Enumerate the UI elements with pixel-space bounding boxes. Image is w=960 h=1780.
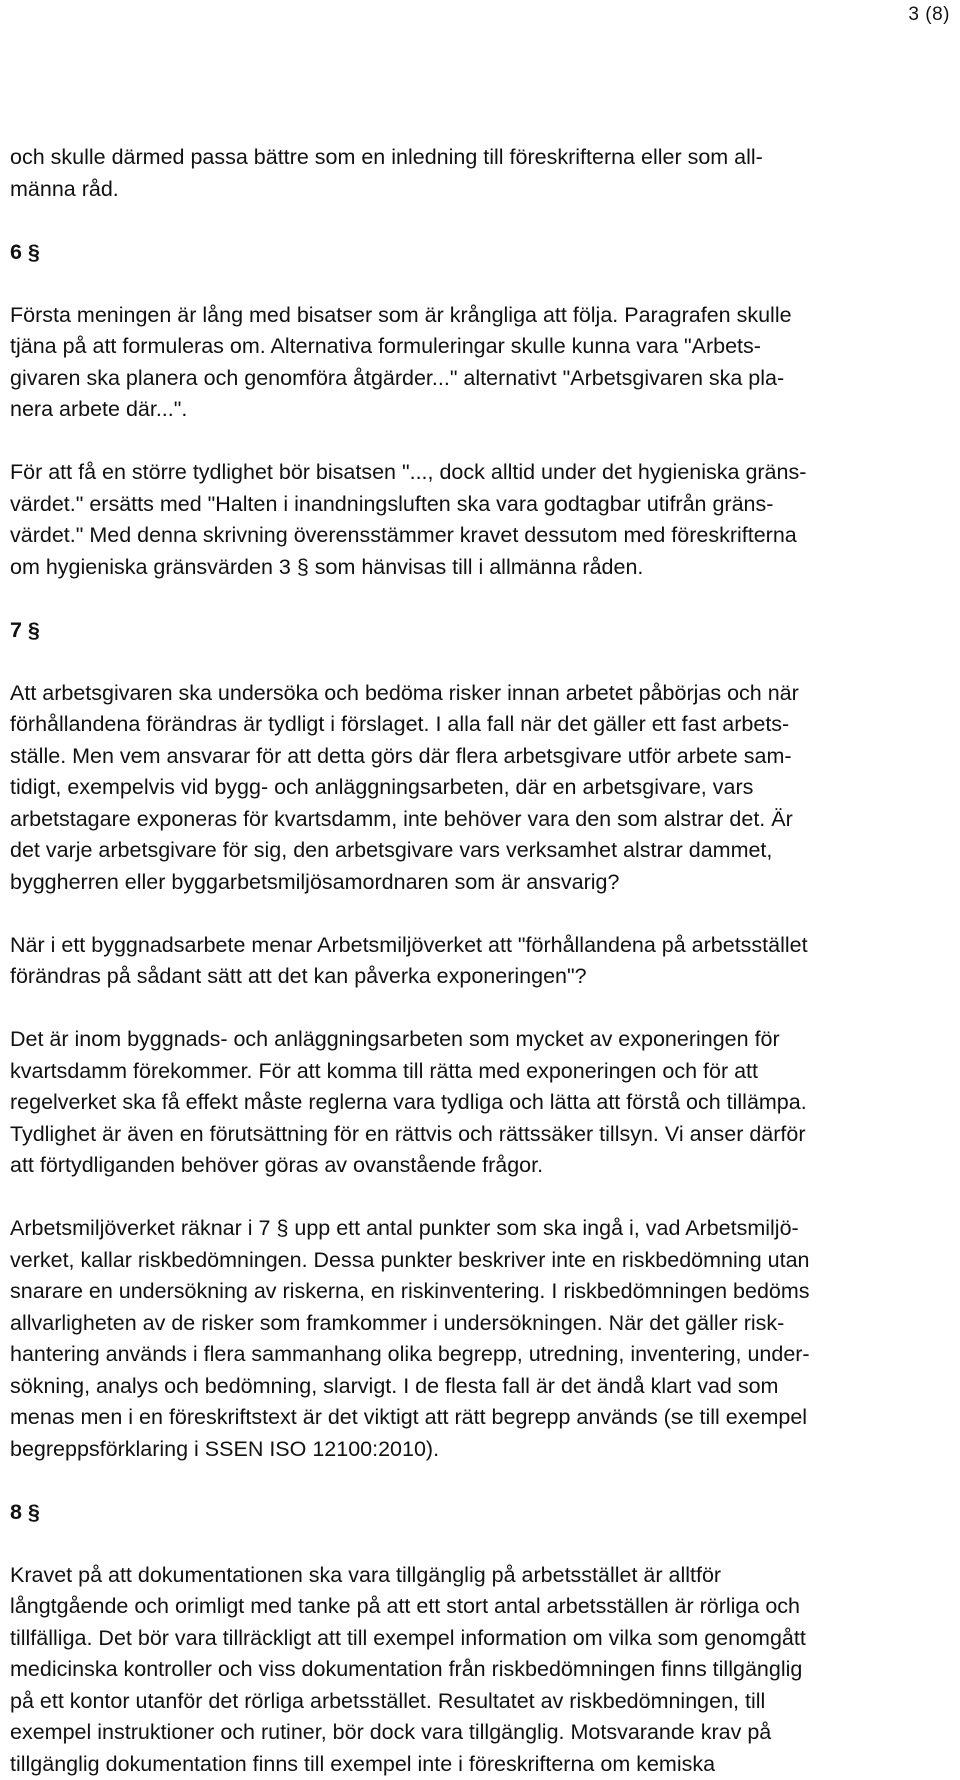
text-line: att förtydliganden behöver göras av ovanstående frågor. bbox=[10, 1150, 910, 1182]
paragraph bbox=[10, 1560, 910, 1780]
text-line: Kravet på att dokumentationen ska vara tillgänglig på arbetsstället är alltför bbox=[10, 1560, 910, 1592]
text-line: värdet." ersätts med "Halten i inandningsluften ska vara godtagbar utifrån gräns- bbox=[10, 489, 910, 521]
text-line: snarare en undersökning av riskerna, en riskinventering. I riskbedömningen bedöms bbox=[10, 1276, 910, 1308]
text-line: För att få en större tydlighet bör bisatsen "..., dock alltid under det hygieniska gräns- bbox=[10, 457, 910, 489]
text-line: hantering används i flera sammanhang olika begrepp, utredning, inventering, under- bbox=[10, 1339, 910, 1371]
text-line: regelverket ska få effekt måste reglerna vara tydliga och lätta att förstå och tillämpa. bbox=[10, 1087, 910, 1119]
text-line: tillgänglig dokumentation finns till exempel inte i föreskrifterna om kemiska bbox=[10, 1749, 910, 1780]
text-line: tjäna på att formuleras om. Alternativa formuleringar skulle kunna vara "Arbets- bbox=[10, 331, 910, 363]
text-line: Att arbetsgivaren ska undersöka och bedöma risker innan arbetet påbörjas och när bbox=[10, 678, 910, 710]
paragraph bbox=[10, 300, 910, 426]
page-number: 3 (8) bbox=[908, 4, 950, 26]
text-line: kvartsdamm förekommer. För att komma till rätta med exponeringen och för att bbox=[10, 1056, 910, 1088]
text-line: Arbetsmiljöverket räknar i 7 § upp ett antal punkter som ska ingå i, vad Arbetsmiljö- bbox=[10, 1213, 910, 1245]
paragraph bbox=[10, 678, 910, 899]
text-line: långtgående och orimligt med tanke på att ett stort antal arbetsställen är rörliga och bbox=[10, 1591, 910, 1623]
text-line: Tydlighet är även en förutsättning för en rättvis och rättssäker tillsyn. Vi anser därför bbox=[10, 1119, 910, 1151]
text-line: förhållandena förändras är tydligt i förslaget. I alla fall när det gäller ett fast arbets- bbox=[10, 709, 910, 741]
text-line: nera arbete där...". bbox=[10, 394, 910, 426]
text-line: på ett kontor utanför det rörliga arbetsstället. Resultatet av riskbedömningen, till bbox=[10, 1686, 910, 1718]
text-line: arbetstagare exponeras för kvartsdamm, inte behöver vara den som alstrar det. Är bbox=[10, 804, 910, 836]
paragraph bbox=[10, 1213, 910, 1465]
text-line: allvarligheten av de risker som framkommer i undersökningen. När det gäller risk- bbox=[10, 1308, 910, 1340]
text-line: exempel instruktioner och rutiner, bör dock vara tillgänglig. Motsvarande krav på bbox=[10, 1717, 910, 1749]
paragraph bbox=[10, 1024, 910, 1182]
section-heading: 7 § bbox=[10, 615, 910, 647]
section-heading: 6 § bbox=[10, 237, 910, 269]
text-line: tillfälliga. Det bör vara tillräckligt att till exempel information om vilka som genomgått bbox=[10, 1623, 910, 1655]
text-line: och skulle därmed passa bättre som en inledning till föreskrifterna eller som all- bbox=[10, 142, 910, 174]
text-line: sökning, analys och bedömning, slarvigt. I de flesta fall är det ändå klart vad som bbox=[10, 1371, 910, 1403]
text-line: Första meningen är lång med bisatser som är krångliga att följa. Paragrafen skulle bbox=[10, 300, 910, 332]
text-line: om hygieniska gränsvärden 3 § som hänvisas till i allmänna råden. bbox=[10, 552, 910, 584]
text-line: förändras på sådant sätt att det kan påverka exponeringen"? bbox=[10, 961, 910, 993]
text-line: tidigt, exempelvis vid bygg- och anläggningsarbeten, där en arbetsgivare, vars bbox=[10, 772, 910, 804]
text-line: ställe. Men vem ansvarar för att detta görs där flera arbetsgivare utför arbete sam- bbox=[10, 741, 910, 773]
text-line: det varje arbetsgivare för sig, den arbetsgivare vars verksamhet alstrar dammet, bbox=[10, 835, 910, 867]
text-line: verket, kallar riskbedömningen. Dessa punkter beskriver inte en riskbedömning utan bbox=[10, 1245, 910, 1277]
text-line: begreppsförklaring i SSEN ISO 12100:2010). bbox=[10, 1434, 910, 1466]
text-line: värdet." Med denna skrivning överensstämmer kravet dessutom med föreskrifterna bbox=[10, 520, 910, 552]
text-line: menas men i en föreskriftstext är det viktigt att rätt begrepp används (se till exempel bbox=[10, 1402, 910, 1434]
text-line: givaren ska planera och genomföra åtgärder..." alternativt "Arbetsgivaren ska pla- bbox=[10, 363, 910, 395]
text-line: byggherren eller byggarbetsmiljösamordnaren som är ansvarig? bbox=[10, 867, 910, 899]
paragraph bbox=[10, 930, 910, 993]
paragraph bbox=[10, 142, 910, 205]
text-line: När i ett byggnadsarbete menar Arbetsmiljöverket att "förhållandena på arbetsstället bbox=[10, 930, 910, 962]
text-line: männa råd. bbox=[10, 174, 910, 206]
section-heading: 8 § bbox=[10, 1497, 910, 1529]
paragraph bbox=[10, 457, 910, 583]
document-body bbox=[10, 142, 910, 1780]
text-line: Det är inom byggnads- och anläggningsarbeten som mycket av exponeringen för bbox=[10, 1024, 910, 1056]
text-line: medicinska kontroller och viss dokumentation från riskbedömningen finns tillgänglig bbox=[10, 1654, 910, 1686]
